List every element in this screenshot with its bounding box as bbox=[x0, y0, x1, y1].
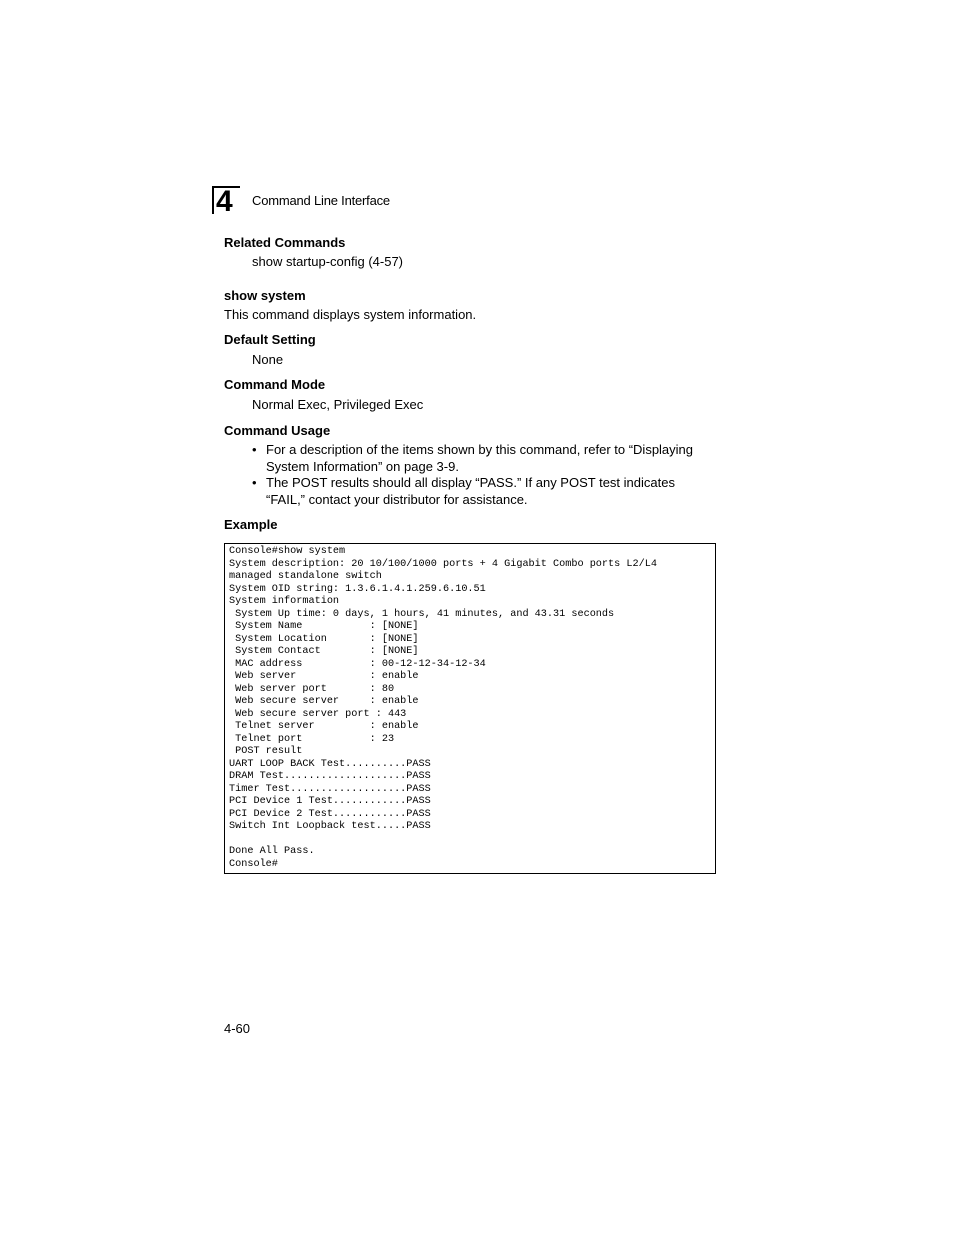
command-mode-heading: Command Mode bbox=[224, 377, 326, 392]
bullet-marker: • bbox=[252, 475, 257, 490]
usage-bullet-1-line2: System Information” on page 3-9. bbox=[266, 458, 459, 474]
chapter-number: 4 bbox=[212, 186, 240, 214]
usage-bullet-1-line1: For a description of the items shown by this command, refer to “Displaying bbox=[266, 442, 694, 457]
command-mode-text: Normal Exec, Privileged Exec bbox=[252, 397, 424, 412]
command-description: This command displays system information. bbox=[224, 307, 477, 322]
usage-bullet-2-line1: The POST results should all display “PASS.” If any POST test indicates bbox=[266, 475, 675, 490]
example-code-block: Console#show system System description: 20 10/100/1000 ports + 4 Gigabit Combo ports L2/L4 managed standalone switch System OID string: 1.3.6.1.4.1.259.6.10.51 System information System Up time: 0 days, 1 hours, 41 minutes, and 43.31 seconds System Name : [NONE] System Location : [NONE] System Contact : [NONE] MAC address : 00-12-12-34-12-34 Web server : enable Web server port : 80 Web secure server : enable Web secure server port : 443 Telnet server : enable Telnet port : 23 POST result UART LOOP BACK Test..........PASS DRAM Test....................PASS Timer Test...................PASS PCI Device 1 Test............PASS PCI Device 2 Test............PASS Switch Int Loopback test.....PASS Done All Pass. Console# bbox=[224, 543, 716, 874]
related-commands-heading: Related Commands bbox=[224, 235, 346, 250]
example-heading: Example bbox=[224, 517, 278, 532]
command-name: show system bbox=[224, 288, 306, 303]
default-setting-heading: Default Setting bbox=[224, 332, 316, 347]
chapter-title: Command Line Interface bbox=[252, 193, 390, 208]
usage-bullet-2-line2: “FAIL,” contact your distributor for assistance. bbox=[266, 491, 528, 507]
usage-bullet-2 bbox=[266, 475, 716, 508]
usage-bullet-1 bbox=[266, 442, 716, 475]
command-usage-heading: Command Usage bbox=[224, 423, 331, 438]
bullet-marker: • bbox=[252, 442, 257, 457]
related-commands-text: show startup-config (4-57) bbox=[252, 254, 404, 269]
page-number: 4-60 bbox=[224, 1021, 251, 1036]
default-setting-text: None bbox=[252, 352, 284, 367]
